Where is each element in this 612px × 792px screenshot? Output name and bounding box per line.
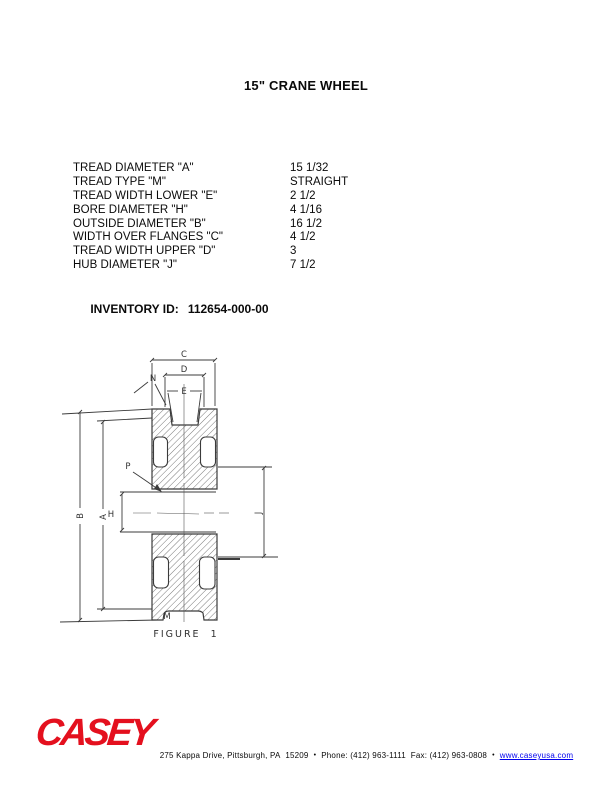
spec-row (73, 176, 348, 190)
spec-value: 4 1/16 (290, 203, 322, 216)
spec-row (73, 231, 348, 245)
footer-bullet: • (313, 752, 317, 759)
inventory-id (77, 288, 269, 330)
dim-label-e: E (181, 387, 187, 397)
spec-row (73, 245, 348, 259)
relief-cutout (201, 437, 216, 467)
figure-caption: FIGURE 1 (153, 629, 219, 640)
spec-label: WIDTH OVER FLANGES "C" (73, 231, 224, 244)
spec-value: STRAIGHT (290, 175, 349, 188)
spec-list (73, 162, 348, 273)
relief-cutout (154, 437, 168, 467)
spec-value: 7 1/2 (290, 259, 316, 272)
spec-label: TREAD WIDTH LOWER "E" (73, 189, 218, 202)
dim-label-p: P (125, 462, 131, 472)
relief-cutout (200, 557, 216, 589)
spec-label: HUB DIAMETER "J" (73, 259, 178, 272)
spec-value: 4 1/2 (290, 231, 316, 244)
dim-label-b: B (76, 513, 86, 519)
spec-row (73, 190, 348, 204)
spec-label: BORE DIAMETER "H" (73, 203, 188, 216)
crane-wheel-drawing (30, 330, 320, 650)
spec-row (73, 162, 348, 176)
spec-label: TREAD TYPE "M" (73, 175, 166, 188)
dim-label-a: A (99, 514, 109, 520)
inventory-label: INVENTORY ID: (90, 302, 179, 316)
spec-value: 3 (290, 245, 297, 258)
dim-label-m: M (163, 612, 171, 622)
spec-label: OUTSIDE DIAMETER "B" (73, 217, 206, 230)
spec-value: 15 1/32 (290, 162, 329, 174)
relief-cutout (154, 557, 169, 588)
dim-label-j: J (254, 511, 264, 515)
footer-phone-fax: Phone: (412) 963-1111 Fax: (412) 963-0808 (321, 751, 488, 760)
dim-label-n: N (149, 374, 157, 384)
spec-row (73, 218, 348, 232)
spec-row (73, 204, 348, 218)
footer-contact-line (150, 742, 573, 769)
spec-label: TREAD DIAMETER "A" (73, 162, 194, 174)
spec-value: 16 1/2 (290, 217, 322, 230)
dim-label-d: D (180, 365, 188, 375)
spec-label: TREAD WIDTH UPPER "D" (73, 245, 216, 258)
dim-label-c: C (181, 350, 187, 360)
dim-label-h: H (107, 510, 115, 520)
spec-value: 2 1/2 (290, 189, 316, 202)
spec-row (73, 259, 348, 273)
website-link[interactable]: www.caseyusa.com (499, 751, 574, 760)
footer-bullet: • (492, 752, 495, 759)
inventory-value: 112654-000-00 (187, 302, 269, 316)
casey-logo: CASEY (33, 712, 155, 754)
footer-address: 275 Kappa Drive, Pittsburgh, PA 15209 (159, 751, 309, 760)
page-title: 15" CRANE WHEEL (243, 78, 368, 93)
